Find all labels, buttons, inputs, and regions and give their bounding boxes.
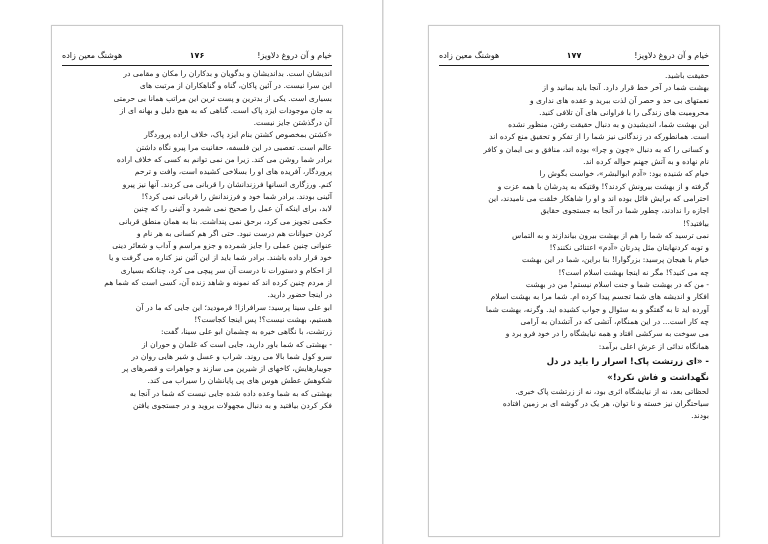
text-line: محرومیت های زندگی را با فراوانی های آن تلافی کنید. bbox=[539, 107, 709, 117]
text-line: پروردگار، آفریده های او را بسلاخی کشیده است، وافت و ترحم bbox=[134, 167, 332, 177]
text-line: لحظاتی بعد، نه از نیایشگاه اثری بود، نه از زرتشت پاک خبری. bbox=[515, 386, 709, 396]
text-line: لابد، برای اینکه آن عمل را صحیح نمی شمرد و آئینی را که چنین bbox=[133, 204, 332, 214]
text-line: گرفته و از بهشت بیرونش کردند؟! وقتیکه به پدرشان با همه عزت و bbox=[497, 181, 709, 191]
text-line: آورده اید تا به گفتگو و به سئوال و جواب کشیده اید. وگرنه، بهشت شما bbox=[485, 304, 709, 314]
text-line: نام نهاده و به آتش جهنم حواله کرده اند. bbox=[583, 157, 709, 167]
text-line: عالم است. تعصبی در این فلسفه، حقانیت مرا پیرو نگاه داشتن bbox=[136, 142, 332, 152]
text-line: افکار و اندیشه های شما تجسم پیدا کرده ام. شما مرا به بهشت اسلام bbox=[490, 292, 709, 302]
text-line: خود قرار داده باشند. برادر شما باید از این آئین نیز کناره می گرفت و یا bbox=[108, 253, 332, 263]
text-line: احترامی که برایش قائل بوده اند و او را شاهکار خلقت می نامیدند، این bbox=[488, 193, 709, 203]
text-line: از احکام و دستورات نا درست آن سر پیچی می کرد، چنانکه بسیاری bbox=[120, 265, 332, 275]
header-author: هوشنگ معین زاده bbox=[62, 51, 123, 60]
text-line: عنوانی چنین عملی را جایز شمرده و جزو مراسم و آداب و شعائر دینی bbox=[112, 241, 332, 251]
text-line: نعمتهای بی حد و حصر آن لذت ببرید و عقده های نداری و bbox=[529, 95, 709, 105]
text-line: این سرا نیست. در آئین پاکان، گناه و گناهکاران از مرتبت های bbox=[139, 81, 332, 91]
text-line: بهشتی که به شما وعده داده شده جایی نیست که شما در آنجا به bbox=[129, 388, 332, 398]
header-title: خیام و آن دروغ دلاویز! bbox=[257, 51, 332, 60]
page-number: ۱۷۷ bbox=[566, 51, 582, 60]
text-line: چه می کنید؟! مگر نه اینجا بهشت اسلام است؟! bbox=[558, 267, 709, 277]
book-page-left bbox=[51, 25, 343, 537]
page-number: ۱۷۶ bbox=[189, 51, 205, 60]
header-rule bbox=[439, 65, 709, 66]
text-line: سرو کول شما بالا می روند. شراب و عسل و شیر هایی روان در bbox=[131, 351, 332, 361]
text-line: هستیم، بهشت نیست؟! پس اینجا کجاست؟! bbox=[194, 314, 332, 324]
text-line: خیام که شنیده بود: «آدم ابوالبشر»، خواست بگوش را bbox=[539, 169, 709, 179]
text-line: آئینی بودند. برادر شما خود و فرزندانش را قربانی نمی کرد؟! bbox=[141, 191, 332, 201]
text-line: خیام با هیجان پرسید: بزرگوارا! بنا براین، شما در این بهشت bbox=[521, 255, 709, 265]
page-header bbox=[62, 49, 332, 63]
text-line: شکوهش عطش هوس های پی پایانشان را سیراب می کند. bbox=[147, 376, 332, 386]
text-line: اجازه را ندادند، چطور شما در آنجا به جستجوی حقایق bbox=[540, 206, 709, 216]
text-line: حکمی تجویز می کرد، برحق نمی پنداشت. بنا به همان منطق قربانی bbox=[118, 216, 332, 226]
text-line: جویبارهایش، کاخهای از شیرین می سازند و جواهرات و قصرهای پر bbox=[122, 364, 332, 374]
text-line: چه کار است... در این همنگام، آتشی که در آتشدان به آرامی bbox=[520, 316, 709, 326]
page-text bbox=[439, 70, 709, 423]
text-line: «کشتن بمخصوص کشتن بنام ایزد پاک، خلاف اراده پروردگار bbox=[144, 130, 332, 140]
text-line: برادر شما روشن می کند. زیرا من نمی توانم به کسی که خلاف اراده bbox=[116, 155, 332, 165]
text-line: حقیقت باشید. bbox=[664, 71, 709, 80]
text-line: اندیشان است. بداندیشان و بدگویان و بدکاران را مکان و مقامی در bbox=[123, 69, 332, 78]
text-line: و توبه کردنهایتان مثل پدرتان «آدم» اعتنائی نکنند؟! bbox=[549, 243, 709, 253]
text-line: این بهشت شما، اندیشیدن و به دنبال حقیقت رفتن، منظور نشده bbox=[508, 120, 709, 130]
right-sheet bbox=[384, 0, 768, 544]
text-line: و کسانی را که به دنبال «چون و چرا» بوده اند، منافق و بی ایمان و کافر bbox=[483, 144, 709, 154]
text-line: زرتشت، با نگاهی خیره به چشمان ابو علی سینا، گفت: bbox=[160, 327, 332, 337]
page-header bbox=[439, 49, 709, 63]
bold-heading-line: - «ای زرتشت پاک! اسرار را باید در دل bbox=[546, 356, 709, 367]
text-line: ابو علی سینا پرسید: سرافرازا! فرمودید؛ این جایی که ما در آن bbox=[135, 302, 332, 312]
text-line: نمی ترسید که شما را هم از بهشت بیرون بیاندازند و به التماس bbox=[511, 230, 709, 240]
text-line: بهشت شما در آخر خط قرار دارد. آنجا باید بمانید و از bbox=[542, 83, 709, 93]
header-title: خیام و آن دروغ دلاویز! bbox=[634, 51, 709, 60]
header-author: هوشنگ معین زاده bbox=[439, 51, 500, 60]
text-line: آن درگذشتن جایز نیست. bbox=[253, 118, 332, 128]
book-page-right bbox=[428, 25, 720, 537]
text-line: است. همانطورکه در زندگانی نیز شما را از تفکر و تحقیق منع کرده اند bbox=[489, 132, 709, 142]
text-line: بسیاری است. یکی از بدترین و پست ترین این مراتب همانا بی حرمتی bbox=[113, 93, 332, 103]
page-text bbox=[62, 68, 332, 412]
text-line: کنم. ورزگاری انسانها فرزندانشان را قربانی می کردند. آنها نیز پیرو bbox=[122, 179, 332, 189]
text-line: سیاحتگران نیز خسته و نا توان، هر یک در گوشه ای بر زمین افتاده bbox=[502, 399, 709, 409]
text-line: بودند. bbox=[691, 411, 709, 421]
text-line: همانگاه ندائی از عرش اعلی برآمد: bbox=[598, 341, 709, 351]
text-line: بیافتید؟! bbox=[683, 218, 709, 228]
header-rule bbox=[62, 65, 332, 66]
text-line: می سوخت به سرکشی افتاد و همه نیایشگاه را در خود فرو برد و bbox=[505, 329, 709, 339]
text-line: فکر کردن بیافتید و به دنبال مجهولات بروید و در جستجوی یافتن bbox=[132, 401, 332, 411]
bold-heading-line: نگهداشت و فاش نکرد!» bbox=[607, 372, 709, 383]
text-line: در اینجا حضور دارید. bbox=[267, 290, 332, 300]
text-line: - بهشتی که شما باور دارید، جایی است که غلمان و حوران از bbox=[141, 339, 332, 349]
text-line: به جان موجودات ایزد پاک است. گناهی که به هیچ دلیل و بهانه ای از bbox=[119, 105, 332, 115]
text-line: - من که در بهشت شما و جنت اسلام نیستم! من در بهشت bbox=[525, 280, 709, 290]
text-line: از مردم چنین کرده اند که نمونه و شاهد زنده آن، کسی است که شما هم bbox=[104, 278, 332, 288]
text-line: کردن حیوانات هم درست نبود. حتی اگر هم کسانی به هر نام و bbox=[137, 228, 332, 238]
